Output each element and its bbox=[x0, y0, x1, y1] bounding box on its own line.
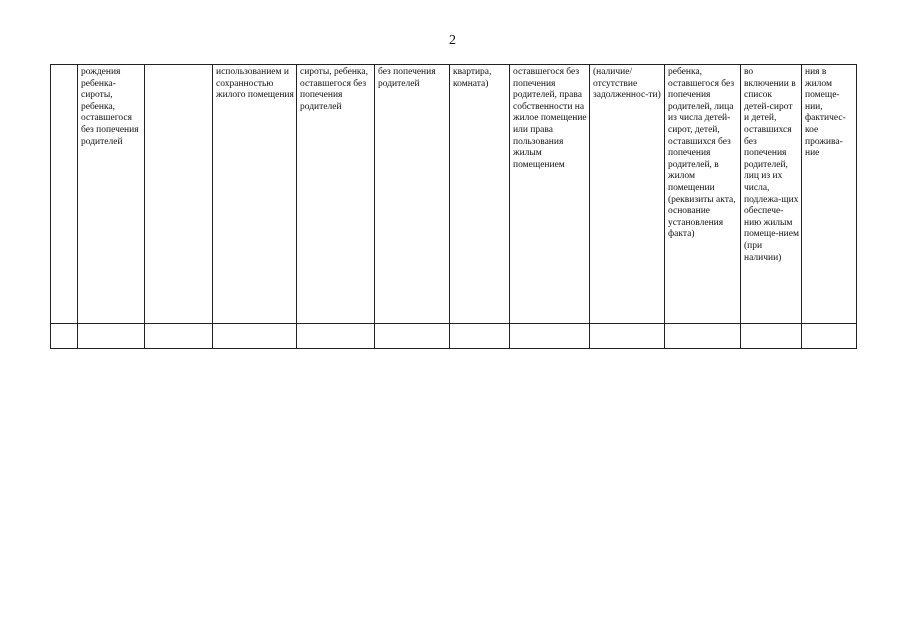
table-cell bbox=[665, 324, 741, 349]
table-cell bbox=[145, 324, 213, 349]
data-table bbox=[50, 64, 857, 349]
table-cell: (наличие/ отсутствие задолженнос-ти) bbox=[590, 65, 665, 324]
table-cell bbox=[51, 324, 78, 349]
table-cell: без попечения родителей bbox=[375, 65, 450, 324]
table-cell bbox=[741, 324, 802, 349]
table-cell: использованием и сохранностью жилого помещения bbox=[213, 65, 297, 324]
table-cell bbox=[375, 324, 450, 349]
table-cell bbox=[78, 324, 145, 349]
table-cell bbox=[510, 324, 590, 349]
table-cell: оставшегося без попечения родителей, права собственности на жилое помещение или права пользования жилым помещением bbox=[510, 65, 590, 324]
table-cell bbox=[802, 324, 857, 349]
table-cell: рождения ребенка-сироты, ребенка, оставшегося без попечения родителей bbox=[78, 65, 145, 324]
table-row bbox=[51, 65, 857, 324]
table-cell: квартира, комната) bbox=[450, 65, 510, 324]
table-cell bbox=[297, 324, 375, 349]
table-row bbox=[51, 324, 857, 349]
table-cell bbox=[145, 65, 213, 324]
page-number: 2 bbox=[449, 33, 456, 48]
table-cell: сироты, ребенка, оставшегося без попечения родителей bbox=[297, 65, 375, 324]
table-cell bbox=[450, 324, 510, 349]
table-cell: ребенка, оставшегося без попечения родителей, лица из числа детей-сирот, детей, оставшихся без попечения родителей, в жилом помещении (реквизиты акта, основание установления факта) bbox=[665, 65, 741, 324]
table-cell bbox=[213, 324, 297, 349]
table-cell bbox=[51, 65, 78, 324]
table-cell: во включении в список детей-сирот и детей, оставшихся без попечения родителей, лиц из их числа, подлежа-щих обеспече-нию жилым помеще-нием (при наличии) bbox=[741, 65, 802, 324]
table-cell: ния в жилом помеще-нии, фактичес-кое прожива-ние bbox=[802, 65, 857, 324]
table-cell bbox=[590, 324, 665, 349]
